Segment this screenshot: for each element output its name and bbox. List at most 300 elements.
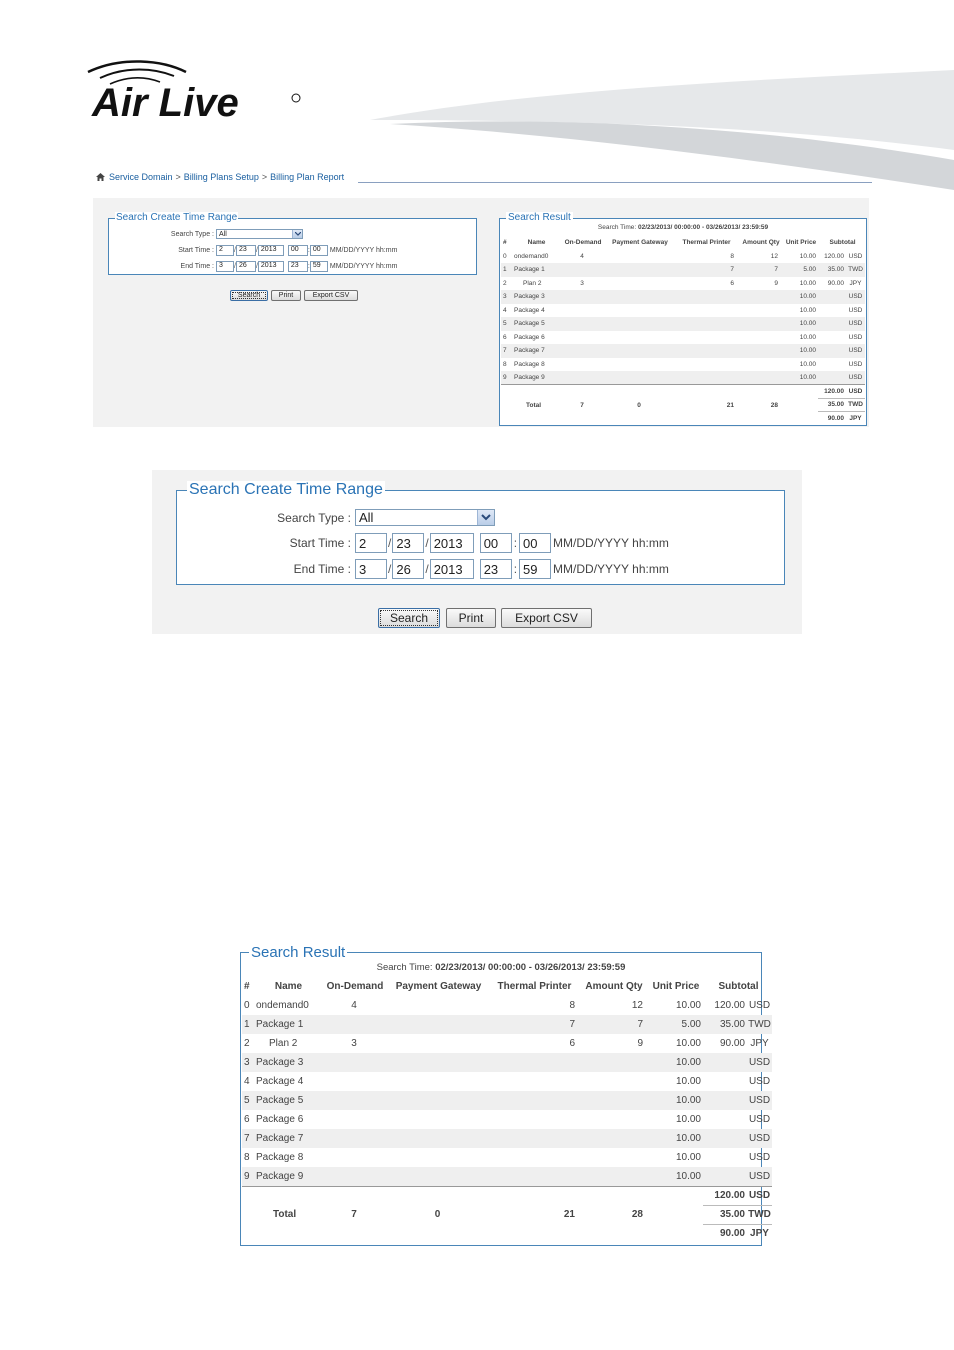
row-subtotal <box>703 1053 747 1072</box>
start-format-hint: MM/DD/YYYY hh:mm <box>553 536 669 550</box>
row-amount-qty <box>579 1167 647 1186</box>
row-number: 7 <box>242 1129 254 1148</box>
row-currency: USD <box>747 1091 772 1110</box>
row-subtotal <box>703 1148 747 1167</box>
row-subtotal <box>703 1129 747 1148</box>
search-result-box-small <box>499 212 867 426</box>
row-currency: USD <box>747 1053 772 1072</box>
row-payment-gateway <box>387 1129 488 1148</box>
row-unit-price: 10.00 <box>675 1038 701 1049</box>
row-unit-price: 10.00 <box>647 1091 703 1110</box>
row-on-demand <box>559 304 605 318</box>
export-csv-button-small[interactable]: Export CSV <box>304 290 358 301</box>
end-time-label-small: End Time : <box>180 263 214 270</box>
row-amount-qty <box>738 344 782 358</box>
table-row <box>501 290 865 304</box>
total-payment-gateway: 0 <box>387 1186 488 1243</box>
row-unit-price: 10.00 <box>675 1152 701 1163</box>
search-button[interactable]: Search <box>378 608 440 628</box>
search-result-box <box>240 944 771 1246</box>
row-number: 5 <box>242 1091 254 1110</box>
start-hour-input[interactable]: 00 <box>480 533 512 553</box>
total-amount-qty: 28 <box>579 1186 647 1243</box>
row-number: 8 <box>503 360 507 368</box>
row-unit-price: 10.00 <box>799 306 816 314</box>
row-name: Package 5 <box>254 1091 321 1110</box>
row-on-demand: 3 <box>351 1038 357 1049</box>
row-subtotal <box>818 290 846 304</box>
breadcrumb: Service Domain > Billing Plans Setup > Billing Plan Report <box>96 172 872 186</box>
start-month-input-small[interactable]: 2 <box>216 245 234 256</box>
row-payment-gateway <box>387 1148 488 1167</box>
screenshot-panel <box>93 198 869 427</box>
search-result-legend: Search Result <box>251 944 346 961</box>
row-number: 3 <box>501 290 512 304</box>
search-range-box-small <box>108 212 477 275</box>
search-type-select-small[interactable]: All <box>216 229 303 239</box>
total-thermal-printer: 21 <box>673 385 738 426</box>
row-name: Package 3 <box>254 1053 321 1072</box>
row-currency: USD <box>748 1076 771 1087</box>
row-name: ondemand0 <box>514 252 549 260</box>
row-amount-qty: 7 <box>738 263 782 277</box>
column-header: Unit Price <box>652 981 700 992</box>
row-unit-price: 10.00 <box>647 1129 703 1148</box>
total-currency: JPY <box>747 1224 772 1243</box>
start-time-label: Start Time : <box>289 536 351 550</box>
row-on-demand <box>559 331 605 345</box>
row-amount-qty: 9 <box>637 1038 643 1049</box>
table-row <box>242 1148 772 1167</box>
breadcrumb-service-domain[interactable]: Service Domain <box>109 172 173 182</box>
row-name: Package 5 <box>512 317 559 331</box>
table-row <box>242 1129 772 1148</box>
search-range-legend: Search Create Time Range <box>189 481 383 498</box>
row-currency: USD <box>848 333 863 341</box>
row-thermal-printer <box>673 371 738 385</box>
row-name: Package 8 <box>514 360 545 368</box>
row-payment-gateway <box>605 277 673 291</box>
result-table <box>242 977 772 1243</box>
total-on-demand: 7 <box>321 1186 387 1243</box>
row-name: Package 4 <box>514 306 545 314</box>
row-amount-qty <box>738 371 782 385</box>
row-amount-qty <box>738 317 782 331</box>
logo-wordmark: Air Live <box>92 81 239 124</box>
row-amount-qty <box>579 1053 647 1072</box>
row-subtotal: 35.00 <box>703 1015 747 1034</box>
row-unit-price: 10.00 <box>799 279 816 287</box>
row-currency: USD <box>846 317 865 331</box>
total-label: Total <box>254 1186 321 1243</box>
table-header-row <box>242 977 772 996</box>
row-payment-gateway <box>387 996 488 1015</box>
row-thermal-printer <box>673 317 738 331</box>
row-currency: USD <box>848 360 863 368</box>
row-currency: JPY <box>849 279 862 287</box>
table-row <box>242 996 772 1015</box>
row-number: 2 <box>503 279 507 287</box>
row-thermal-printer <box>673 331 738 345</box>
row-on-demand: 4 <box>351 1000 357 1011</box>
row-payment-gateway <box>605 358 673 372</box>
total-currency: USD <box>747 1186 772 1205</box>
row-name: Package 9 <box>254 1167 321 1186</box>
row-amount-qty <box>738 290 782 304</box>
row-on-demand <box>321 1072 387 1091</box>
start-minute-input-small[interactable]: 00 <box>310 245 328 256</box>
total-subtotal: 35.00 <box>818 398 846 412</box>
row-subtotal <box>818 344 846 358</box>
row-subtotal: 120.00 <box>714 1000 745 1011</box>
row-name: Package 6 <box>256 1114 304 1125</box>
column-header: Amount Qty <box>742 239 780 247</box>
row-subtotal <box>818 331 846 345</box>
row-number: 4 <box>503 306 507 314</box>
row-amount-qty <box>579 1148 647 1167</box>
total-subtotal: 35.00 <box>703 1205 747 1224</box>
row-thermal-printer <box>488 1053 579 1072</box>
row-on-demand <box>321 1167 387 1186</box>
end-time-label: End Time : <box>293 562 351 576</box>
column-header: Subtotal <box>829 239 856 247</box>
row-number: 9 <box>242 1167 254 1186</box>
row-name: Plan 2 <box>523 279 542 287</box>
row-name: Package 6 <box>514 333 545 341</box>
column-header: On-Demand <box>326 981 384 992</box>
row-payment-gateway <box>387 1015 488 1034</box>
row-payment-gateway <box>605 263 673 277</box>
table-row <box>501 304 865 318</box>
total-currency: USD <box>846 385 865 399</box>
row-on-demand <box>321 1110 387 1129</box>
row-thermal-printer <box>488 1110 579 1129</box>
row-payment-gateway <box>605 250 673 264</box>
row-on-demand: 4 <box>580 252 584 260</box>
row-unit-price: 10.00 <box>782 290 818 304</box>
row-amount-qty <box>579 1072 647 1091</box>
row-subtotal <box>703 1110 747 1129</box>
row-payment-gateway <box>605 371 673 385</box>
row-amount-qty <box>579 1129 647 1148</box>
table-row <box>501 371 865 385</box>
breadcrumb-billing-plans-setup[interactable]: Billing Plans Setup <box>183 172 259 182</box>
row-currency: USD <box>846 344 865 358</box>
row-currency: USD <box>747 1129 772 1148</box>
end-year-input[interactable]: 2013 <box>430 559 474 579</box>
column-header: Thermal Printer <box>497 981 572 992</box>
chevron-down-icon <box>295 232 301 236</box>
breadcrumb-divider <box>358 182 872 183</box>
total-subtotal: 120.00 <box>703 1186 747 1205</box>
row-currency: USD <box>747 1167 772 1186</box>
row-subtotal: 90.00 <box>827 279 844 287</box>
table-row <box>242 1167 772 1186</box>
row-name: Package 1 <box>254 1015 321 1034</box>
row-payment-gateway <box>387 1167 488 1186</box>
table-row <box>242 1034 772 1053</box>
row-payment-gateway <box>387 1034 488 1053</box>
end-hour-input[interactable]: 23 <box>480 559 512 579</box>
column-header: Name <box>274 981 303 992</box>
start-format-hint-small: MM/DD/YYYY hh:mm <box>329 247 398 254</box>
column-header: # <box>503 239 507 247</box>
row-thermal-printer <box>673 358 738 372</box>
row-on-demand <box>559 263 605 277</box>
row-on-demand <box>321 1053 387 1072</box>
row-name: Package 1 <box>512 263 559 277</box>
table-row <box>501 317 865 331</box>
table-row <box>242 1053 772 1072</box>
total-subtotal: 120.00 <box>818 385 846 399</box>
row-payment-gateway <box>387 1110 488 1129</box>
home-icon[interactable] <box>96 173 105 181</box>
column-header: Thermal Printer <box>682 239 731 247</box>
search-range-box: Search Create Time Range Search Type : All Start Time : 2 / 23 / 2013 00 : 00 MM/DD/YYYY hh:mm End Time : 3 / 26 / 2013 23 : 59 MM/DD/YYYY hh:mm <box>176 490 785 585</box>
row-amount-qty <box>579 1091 647 1110</box>
export-csv-button[interactable]: Export CSV <box>501 608 592 628</box>
row-currency: TWD <box>846 263 865 277</box>
table-row <box>501 358 865 372</box>
column-header: Payment Gateway <box>612 239 668 247</box>
search-time-small: Search Time: 02/23/2013/ 00:00:00 - 03/26/2013/ 23:59:59 <box>597 224 769 231</box>
row-payment-gateway <box>605 331 673 345</box>
row-thermal-printer <box>488 1072 579 1091</box>
row-on-demand <box>559 358 605 372</box>
end-hour-input-small[interactable]: 23 <box>288 261 308 272</box>
end-format-hint: MM/DD/YYYY hh:mm <box>553 562 669 576</box>
start-year-input[interactable]: 2013 <box>430 533 474 553</box>
row-number: 4 <box>244 1076 250 1087</box>
row-unit-price: 10.00 <box>782 317 818 331</box>
row-thermal-printer <box>673 344 738 358</box>
row-number: 3 <box>242 1053 254 1072</box>
table-row <box>242 1072 772 1091</box>
table-row <box>501 331 865 345</box>
row-subtotal: 120.00 <box>824 252 844 260</box>
row-unit-price: 10.00 <box>675 1114 701 1125</box>
row-number: 1 <box>242 1015 254 1034</box>
row-on-demand: 3 <box>580 279 584 287</box>
row-number: 0 <box>244 1000 250 1011</box>
table-row <box>501 277 865 291</box>
row-unit-price: 10.00 <box>647 1167 703 1186</box>
search-type-select[interactable]: All <box>355 509 495 526</box>
row-unit-price: 10.00 <box>782 371 818 385</box>
row-currency: JPY <box>750 1038 769 1049</box>
row-subtotal <box>818 371 846 385</box>
column-header: # <box>244 981 250 992</box>
row-thermal-printer: 6 <box>730 279 734 287</box>
total-payment-gateway: 0 <box>605 385 673 426</box>
total-subtotal: 90.00 <box>818 412 846 426</box>
start-month-input[interactable]: 2 <box>355 533 387 553</box>
end-day-input-small[interactable]: 26 <box>236 261 256 272</box>
row-currency: TWD <box>747 1015 772 1034</box>
column-header: Subtotal <box>718 981 759 992</box>
print-button[interactable]: Print <box>446 608 496 628</box>
end-day-input[interactable]: 26 <box>392 559 424 579</box>
chevron-down-icon <box>481 514 491 521</box>
total-subtotal: 90.00 <box>703 1224 747 1243</box>
table-row <box>242 1110 772 1129</box>
row-amount-qty: 12 <box>631 1000 643 1011</box>
total-label: Total <box>512 385 559 426</box>
row-thermal-printer <box>488 1148 579 1167</box>
table-row <box>501 344 865 358</box>
row-number: 7 <box>501 344 512 358</box>
row-name: Package 8 <box>256 1152 304 1163</box>
row-number: 6 <box>503 333 507 341</box>
row-subtotal <box>818 317 846 331</box>
row-number: 6 <box>244 1114 250 1125</box>
search-time: Search Time: 02/23/2013/ 00:00:00 - 03/26/2013/ 23:59:59 <box>376 962 626 973</box>
end-month-input[interactable]: 3 <box>355 559 387 579</box>
search-result-legend-small: Search Result <box>508 212 571 223</box>
result-table-small <box>501 236 865 425</box>
start-hour-input-small[interactable]: 00 <box>288 245 308 256</box>
row-currency: USD <box>848 252 863 260</box>
row-on-demand <box>321 1091 387 1110</box>
row-unit-price: 10.00 <box>675 1076 701 1087</box>
row-payment-gateway <box>605 317 673 331</box>
row-number: 2 <box>244 1038 250 1049</box>
start-year-input-small[interactable]: 2013 <box>258 245 284 256</box>
row-amount-qty: 12 <box>770 252 778 260</box>
column-header: Payment Gateway <box>395 981 482 992</box>
start-time-label-small: Start Time : <box>178 247 214 254</box>
start-day-input-small[interactable]: 23 <box>236 245 256 256</box>
table-row <box>501 250 865 264</box>
row-currency: USD <box>748 1152 771 1163</box>
total-currency: JPY <box>846 412 865 426</box>
search-type-label-small: Search Type : <box>170 230 214 238</box>
end-minute-input[interactable]: 59 <box>519 559 551 579</box>
row-subtotal <box>818 304 846 318</box>
row-subtotal <box>703 1091 747 1110</box>
row-name: Plan 2 <box>269 1038 298 1049</box>
row-payment-gateway <box>605 290 673 304</box>
row-thermal-printer <box>673 304 738 318</box>
row-subtotal: 35.00 <box>818 263 846 277</box>
start-minute-input[interactable]: 00 <box>519 533 551 553</box>
end-year-input-small[interactable]: 2013 <box>258 261 284 272</box>
row-number: 9 <box>501 371 512 385</box>
row-thermal-printer <box>673 290 738 304</box>
row-amount-qty: 9 <box>774 279 778 287</box>
row-on-demand <box>559 290 605 304</box>
search-form-zoom-panel <box>152 470 802 634</box>
row-amount-qty <box>738 304 782 318</box>
row-on-demand <box>321 1148 387 1167</box>
total-currency: TWD <box>747 1205 772 1224</box>
total-row <box>242 1186 772 1205</box>
row-subtotal: 90.00 <box>719 1038 745 1049</box>
row-amount-qty <box>579 1110 647 1129</box>
column-header: Unit Price <box>785 239 817 247</box>
row-thermal-printer <box>488 1091 579 1110</box>
row-thermal-printer: 8 <box>569 1000 575 1011</box>
table-row <box>501 263 865 277</box>
search-range-legend-small: Search Create Time Range <box>116 212 238 223</box>
row-on-demand <box>559 317 605 331</box>
total-row <box>501 385 865 399</box>
print-button-small[interactable]: Print <box>271 290 301 301</box>
airlive-logo <box>82 58 312 124</box>
row-number: 0 <box>503 252 507 260</box>
row-name: Package 7 <box>512 344 559 358</box>
total-on-demand: 7 <box>559 385 605 426</box>
column-header: Amount Qty <box>585 981 643 992</box>
row-subtotal <box>818 358 846 372</box>
row-thermal-printer <box>488 1129 579 1148</box>
total-thermal-printer: 21 <box>488 1186 579 1243</box>
end-minute-input-small[interactable]: 59 <box>310 261 328 272</box>
row-payment-gateway <box>605 344 673 358</box>
row-number: 1 <box>501 263 512 277</box>
row-amount-qty <box>738 331 782 345</box>
row-currency: USD <box>748 1000 771 1011</box>
row-currency: USD <box>848 306 863 314</box>
row-thermal-printer: 7 <box>488 1015 579 1034</box>
breadcrumb-billing-plan-report[interactable]: Billing Plan Report <box>270 172 345 182</box>
row-payment-gateway <box>387 1091 488 1110</box>
search-button-small[interactable]: Search <box>230 290 268 301</box>
table-row <box>242 1015 772 1034</box>
row-thermal-printer: 8 <box>730 252 734 260</box>
row-name: ondemand0 <box>256 1000 309 1011</box>
search-type-label: Search Type : <box>277 510 351 525</box>
row-name: Package 7 <box>254 1129 321 1148</box>
row-unit-price: 10.00 <box>782 344 818 358</box>
row-number: 5 <box>501 317 512 331</box>
row-unit-price: 5.00 <box>647 1015 703 1034</box>
row-name: Package 4 <box>256 1076 304 1087</box>
row-thermal-printer: 6 <box>569 1038 575 1049</box>
row-name: Package 9 <box>512 371 559 385</box>
column-header: Name <box>527 239 546 247</box>
total-amount-qty: 28 <box>738 385 782 426</box>
row-unit-price: 5.00 <box>782 263 818 277</box>
row-on-demand <box>559 344 605 358</box>
row-on-demand <box>321 1129 387 1148</box>
row-on-demand <box>559 371 605 385</box>
start-day-input[interactable]: 23 <box>392 533 424 553</box>
row-currency: USD <box>846 371 865 385</box>
row-thermal-printer: 7 <box>673 263 738 277</box>
table-header-row <box>501 236 865 250</box>
row-unit-price: 10.00 <box>799 333 816 341</box>
row-unit-price: 10.00 <box>675 1000 701 1011</box>
header-swoosh <box>330 60 954 190</box>
row-unit-price: 10.00 <box>799 360 816 368</box>
row-subtotal <box>703 1167 747 1186</box>
total-currency: TWD <box>846 398 865 412</box>
row-name: Package 3 <box>512 290 559 304</box>
end-month-input-small[interactable]: 3 <box>216 261 234 272</box>
end-format-hint-small: MM/DD/YYYY hh:mm <box>329 263 398 270</box>
row-unit-price: 10.00 <box>799 252 816 260</box>
row-currency: USD <box>846 290 865 304</box>
row-currency: USD <box>748 1114 771 1125</box>
row-amount-qty: 7 <box>579 1015 647 1034</box>
row-payment-gateway <box>605 304 673 318</box>
row-thermal-printer <box>488 1167 579 1186</box>
row-unit-price: 10.00 <box>647 1053 703 1072</box>
row-payment-gateway <box>387 1053 488 1072</box>
row-subtotal <box>703 1072 747 1091</box>
row-number: 8 <box>244 1152 250 1163</box>
